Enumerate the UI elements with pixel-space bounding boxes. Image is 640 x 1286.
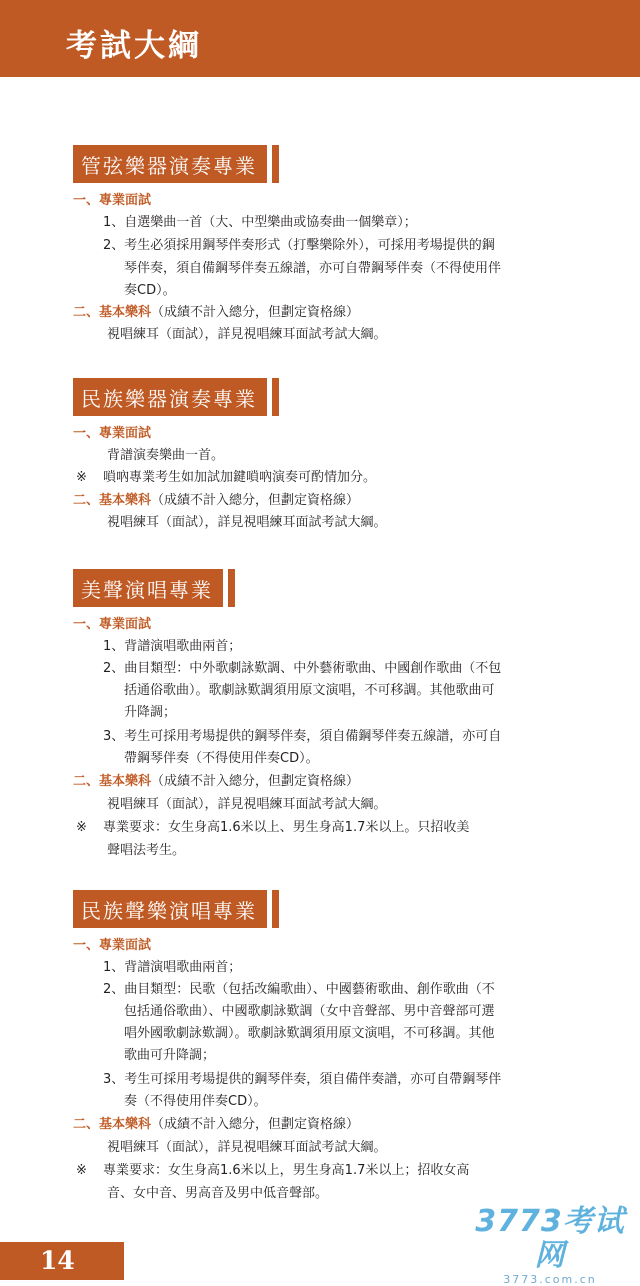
section-title-label: 美聲演唱專業 (73, 569, 223, 607)
section-title-label: 民族樂器演奏專業 (73, 378, 267, 416)
note-text: 專業要求：女生身高1.6米以上、男生身高1.7米以上。只招收美 (103, 820, 470, 835)
folk-vocal-item-1-line: 包括通俗歌曲）、中國歌劇詠歎調（女中音聲部、男中音聲部可選 (124, 1004, 495, 1019)
bel-canto-item-1-heading: 一、專業面試 (73, 617, 152, 632)
folk-vocal-item-1-line: 2、曲目類型：民歌（包括改編歌曲）、中國藝術歌曲、創作歌曲（不 (103, 982, 495, 997)
folk-instrument-item-2-line: 視唱練耳（面試），詳見視唱練耳面試考試大綱。 (107, 515, 387, 530)
bel-canto-note (76, 820, 636, 836)
bel-canto-item-1-line: 1、背譜演唱歌曲兩首； (103, 639, 242, 654)
folk-instrument-item-2-heading (73, 493, 359, 509)
page-number-tab (0, 1242, 124, 1280)
orchestral-item-2-line: 視唱練耳（面試），詳見視唱練耳面試考試大綱。 (107, 327, 387, 342)
orchestral-item-1-line: 2、考生必須採用鋼琴伴奏形式（打擊樂除外），可採用考場提供的鋼 (103, 238, 495, 253)
folk-vocal-note-line: 音、女中音、男高音及男中低音聲部。 (107, 1186, 329, 1201)
item-2-heading-label: 二、基本樂科 (73, 493, 152, 508)
bel-canto-item-1-line: 括通俗歌曲）。歌劇詠歎調須用原文演唱，不可移調。其他歌曲可 (124, 683, 495, 698)
section-title-folk-instrument (73, 378, 279, 416)
folk-vocal-item-1-heading: 一、專業面試 (73, 938, 152, 953)
section-title-label: 管弦樂器演奏專業 (73, 145, 267, 183)
site-watermark (470, 1205, 630, 1286)
bel-canto-item-2-line: 視唱練耳（面試），詳見視唱練耳面試考試大綱。 (107, 797, 387, 812)
orchestral-item-1-line: 奏CD）。 (124, 283, 176, 298)
folk-vocal-item-1-line: 歌曲可升降調； (124, 1048, 216, 1063)
folk-vocal-item-1-line: 3、考生可採用考場提供的鋼琴伴奏，須自備伴奏譜，亦可自帶鋼琴伴 (103, 1072, 502, 1087)
folk-vocal-item-2-heading (73, 1117, 359, 1133)
folk-instrument-note (76, 470, 636, 486)
item-2-heading-label: 二、基本樂科 (73, 774, 152, 789)
folk-instrument-item-1-heading: 一、專業面試 (73, 426, 152, 441)
section-title-bar (272, 145, 279, 183)
note-text: 嗩吶專業考生如加試加鍵嗩吶演奏可酌情加分。 (103, 470, 377, 485)
folk-instrument-item-1-line: 背譜演奏樂曲一首。 (107, 448, 225, 463)
watermark-url: 3773.com.cn (503, 1273, 597, 1286)
item-2-heading-label: 二、基本樂科 (73, 1117, 152, 1132)
section-title-label: 民族聲樂演唱專業 (73, 890, 267, 928)
watermark-logo: 3773考试网 (475, 1204, 625, 1273)
bel-canto-item-1-line: 帶鋼琴伴奏（不得使用伴奏CD）。 (124, 751, 319, 766)
folk-vocal-item-1-line: 1、背譜演唱歌曲兩首； (103, 960, 242, 975)
item-2-heading-label: 二、基本樂科 (73, 305, 152, 320)
orchestral-item-2-heading (73, 305, 359, 321)
section-title-bar (272, 890, 279, 928)
folk-vocal-item-1-line: 奏（不得使用伴奏CD）。 (124, 1094, 267, 1109)
reference-mark-icon: ※ (76, 1163, 87, 1178)
section-title-bel-canto (73, 569, 235, 607)
section-title-orchestral (73, 145, 279, 183)
item-2-heading-note: （成績不計入總分，但劃定資格線） (151, 774, 360, 789)
item-2-heading-note: （成績不計入總分，但劃定資格線） (151, 493, 360, 508)
page-title: 考試大綱 (66, 28, 202, 64)
item-2-heading-note: （成績不計入總分，但劃定資格線） (151, 305, 360, 320)
folk-vocal-note (76, 1163, 636, 1179)
bel-canto-item-1-line: 升降調； (124, 705, 177, 720)
folk-vocal-item-1-line: 唱外國歌劇詠歎調）。歌劇詠歎調須用原文演唱，不可移調。其他 (124, 1026, 495, 1041)
section-title-bar (228, 569, 235, 607)
note-text: 專業要求：女生身高1.6米以上，男生身高1.7米以上；招收女高 (103, 1163, 470, 1178)
page-number: 14 (40, 1246, 75, 1275)
section-title-bar (272, 378, 279, 416)
reference-mark-icon: ※ (76, 820, 87, 835)
bel-canto-note-line: 聲唱法考生。 (107, 843, 186, 858)
bel-canto-item-2-heading (73, 774, 359, 790)
bel-canto-item-1-line: 3、考生可採用考場提供的鋼琴伴奏，須自備鋼琴伴奏五線譜，亦可自 (103, 729, 502, 744)
folk-vocal-item-2-line: 視唱練耳（面試），詳見視唱練耳面試考試大綱。 (107, 1140, 387, 1155)
item-2-heading-note: （成績不計入總分，但劃定資格線） (151, 1117, 360, 1132)
bel-canto-item-1-line: 2、曲目類型：中外歌劇詠歎調、中外藝術歌曲、中國創作歌曲（不包 (103, 661, 502, 676)
orchestral-item-1-heading: 一、專業面試 (73, 193, 152, 208)
page-header (0, 0, 640, 77)
orchestral-item-1-line: 1、自選樂曲一首（大、中型樂曲或協奏曲一個樂章）； (103, 215, 417, 230)
reference-mark-icon: ※ (76, 470, 87, 485)
orchestral-item-1-line: 琴伴奏，須自備鋼琴伴奏五線譜，亦可自帶鋼琴伴奏（不得使用伴 (124, 261, 502, 276)
section-title-folk-vocal (73, 890, 279, 928)
